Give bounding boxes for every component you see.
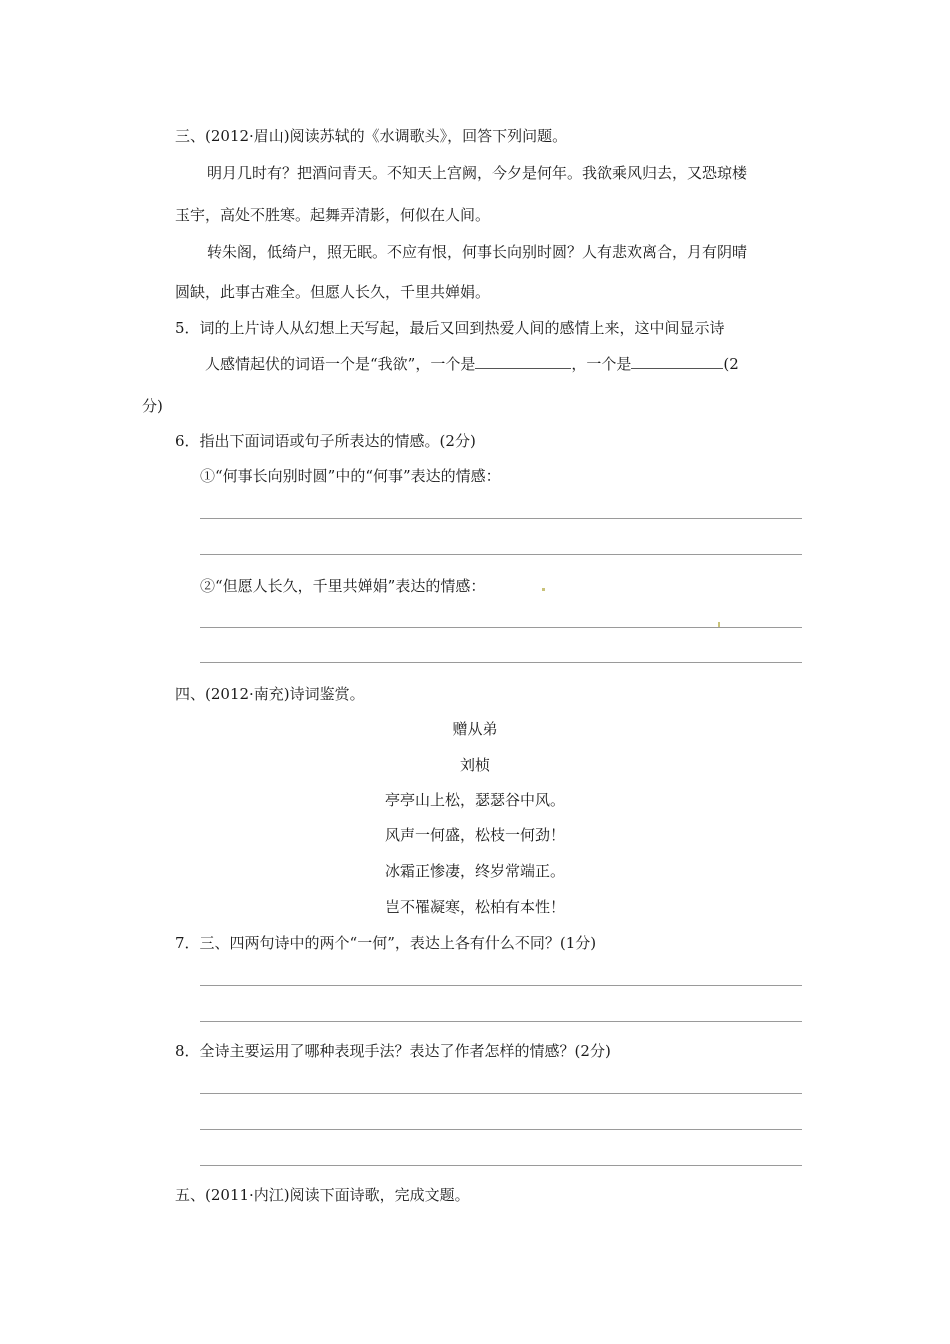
poem-line: 风声一何盛，松枝一何劲！	[384, 826, 565, 844]
answer-line-6-2b[interactable]	[200, 662, 802, 663]
question-7-title: 7．三、四两句诗中的两个“一何”，表达上各有什么不同？(1分)	[175, 934, 597, 952]
section-4-heading: 四、(2012·南充)诗词鉴赏。	[175, 685, 365, 703]
answer-line-6-2a[interactable]	[200, 627, 802, 628]
question-5-score-start: (2	[723, 355, 739, 373]
question-6-title: 6．指出下面词语或句子所表达的情感。(2分)	[175, 432, 476, 450]
question-6-sub-1: ①“何事长向别时圆”中的“何事”表达的情感：	[200, 467, 501, 485]
poem-paragraph-2-line-1: 转朱阁，低绮户，照无眠。不应有恨，何事长向别时圆？人有悲欢离合，月有阴晴	[207, 243, 748, 261]
poem-paragraph-1-line-2: 玉宇，高处不胜寒。起舞弄清影，何似在人间。	[175, 206, 491, 224]
poem-author: 刘桢	[459, 756, 490, 774]
answer-line-7a[interactable]	[200, 985, 802, 986]
poem-paragraph-1-line-1: 明月几时有？把酒问青天。不知天上宫阙，今夕是何年。我欲乘风归去，又恐琼楼	[207, 164, 748, 182]
section-3-heading: 三、(2012·眉山)阅读苏轼的《水调歌头》，回答下列问题。	[175, 127, 568, 145]
scan-speck	[542, 588, 545, 591]
poem-title: 赠从弟	[452, 720, 498, 738]
question-5-text-b: ，一个是	[571, 355, 632, 373]
question-5-text-a: 人感情起伏的词语一个是“我欲”，一个是	[205, 355, 476, 373]
question-6-sub-2: ②“但愿人长久，千里共婵娟”表达的情感：	[200, 577, 486, 595]
scan-speck	[718, 622, 720, 627]
answer-line-8c[interactable]	[200, 1165, 802, 1166]
poem-line: 亭亭山上松，瑟瑟谷中风。	[384, 791, 565, 809]
poem-paragraph-2-line-2: 圆缺，此事古难全。但愿人长久，千里共婵娟。	[175, 283, 491, 301]
question-5-line-2	[205, 354, 739, 374]
question-5-line-3: 分)	[142, 397, 163, 415]
poem-line: 岂不罹凝寒，松柏有本性！	[384, 898, 565, 916]
answer-line-7b[interactable]	[200, 1021, 802, 1022]
question-8-title: 8．全诗主要运用了哪种表现手法？表达了作者怎样的情感？(2分)	[175, 1042, 611, 1060]
answer-line-6-1a[interactable]	[200, 518, 802, 519]
answer-line-6-1b[interactable]	[200, 554, 802, 555]
answer-blank-2[interactable]	[631, 354, 723, 369]
poem-line: 冰霜正惨凄，终岁常端正。	[384, 862, 565, 880]
question-5-line-1: 5．词的上片诗人从幻想上天写起，最后又回到热爱人间的感情上来，这中间显示诗	[175, 319, 725, 337]
answer-line-8a[interactable]	[200, 1093, 802, 1094]
section-5-heading: 五、(2011·内江)阅读下面诗歌，完成文题。	[175, 1186, 470, 1204]
answer-blank-1[interactable]	[475, 354, 571, 369]
answer-line-8b[interactable]	[200, 1129, 802, 1130]
